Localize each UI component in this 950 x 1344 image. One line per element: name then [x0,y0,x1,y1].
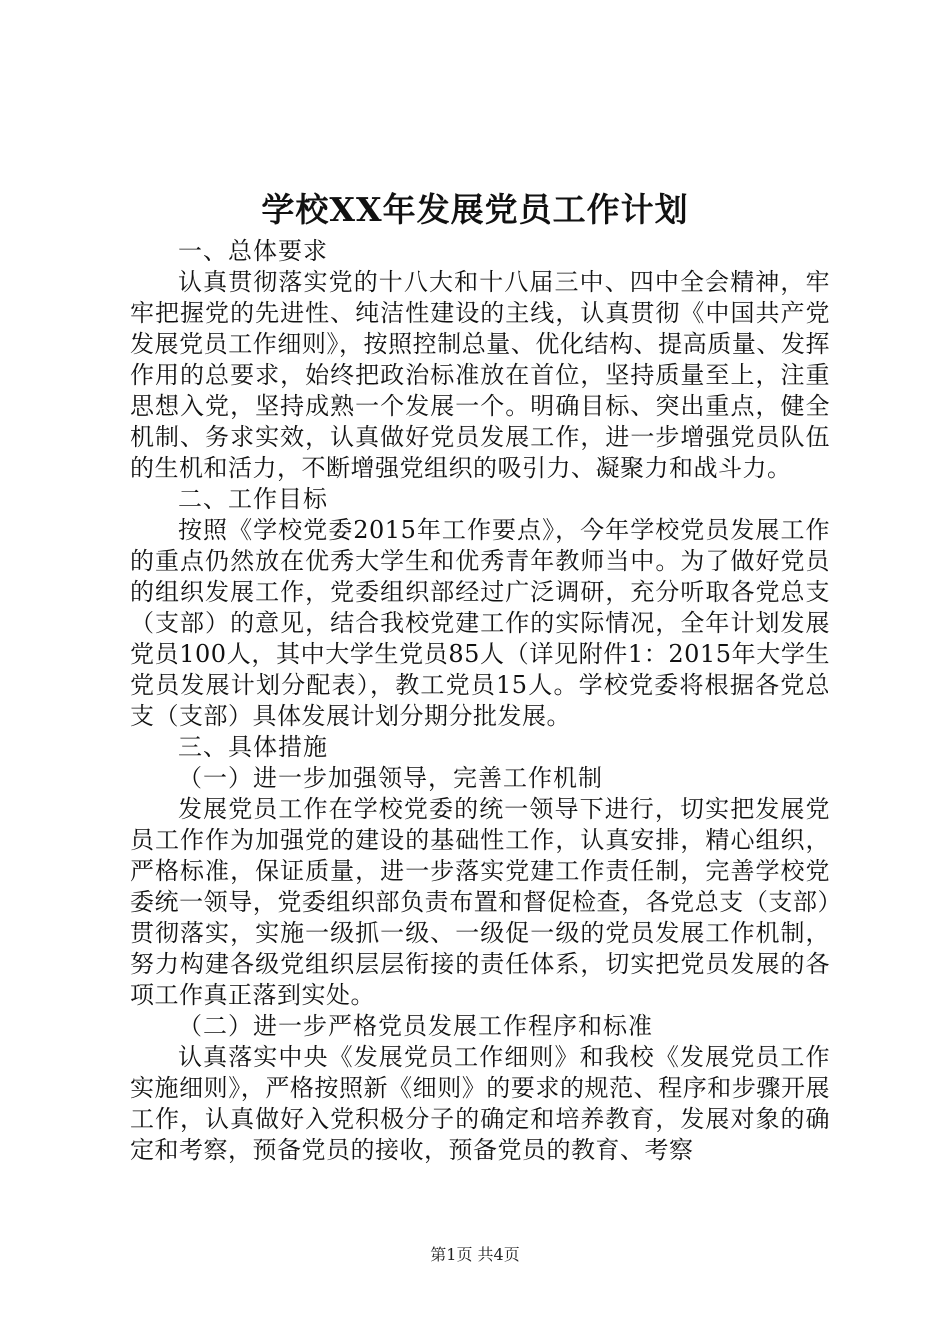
paragraph-strengthen-leadership: 发展党员工作在学校党委的统一领导下进行，切实把发展党员工作作为加强党的建设的基础性工作，认真安排，精心组织，严格标准，保证质量，进一步落实党建工作责任制，完善学校党委统一领导，党委组织部负责布置和督促检查，各党总支（支部）贯彻落实，实施一级抓一级、一级促一级的党员发展工作机制，努力构建各级党组织层层衔接的责任体系，切实把党员发展的各项工作真正落到实处。 [130,795,830,1009]
subheading-strict-procedures: （二）进一步严格党员发展工作程序和标准 [178,1012,653,1040]
section-heading-specific-measures: 三、具体措施 [178,733,328,761]
paragraph-general-requirements: 认真贯彻落实党的十八大和十八届三中、四中全会精神，牢牢把握党的先进性、纯洁性建设的主线，认真贯彻《中国共产党发展党员工作细则》，按照控制总量、优化结构、提高质量、发挥作用的总要求，始终把政治标准放在首位，坚持质量至上，注重思想入党，坚持成熟一个发展一个。明确目标、突出重点，健全机制、务求实效，认真做好党员发展工作，进一步增强党员队伍的生机和活力，不断增强党组织的吸引力、凝聚力和战斗力。 [130,268,830,482]
page-footer: 第1页 共4页 [430,1245,520,1264]
document-title: 学校XX年发展党员工作计划 [261,190,689,229]
paragraph-strict-procedures: 认真落实中央《发展党员工作细则》和我校《发展党员工作实施细则》，严格按照新《细则》的要求的规范、程序和步骤开展工作，认真做好入党积极分子的确定和培养教育，发展对象的确定和考察，预备党员的接收，预备党员的教育、考察 [130,1043,830,1164]
section-heading-work-goals: 二、工作目标 [178,485,328,513]
paragraph-work-goals: 按照《学校党委2015年工作要点》，今年学校党员发展工作的重点仍然放在优秀大学生和优秀青年教师当中。为了做好党员的组织发展工作，党委组织部经过广泛调研，充分听取各党总支（支部）的意见，结合我校党建工作的实际情况，全年计划发展党员100人，其中大学生党员85人（详见附件1：2015年大学生党员发展计划分配表），教工党员15人。学校党委将根据各党总支（支部）具体发展计划分期分批发展。 [130,516,830,730]
section-heading-general-requirements: 一、总体要求 [178,237,328,265]
subheading-strengthen-leadership: （一）进一步加强领导，完善工作机制 [178,764,603,792]
document-body [130,236,830,1166]
